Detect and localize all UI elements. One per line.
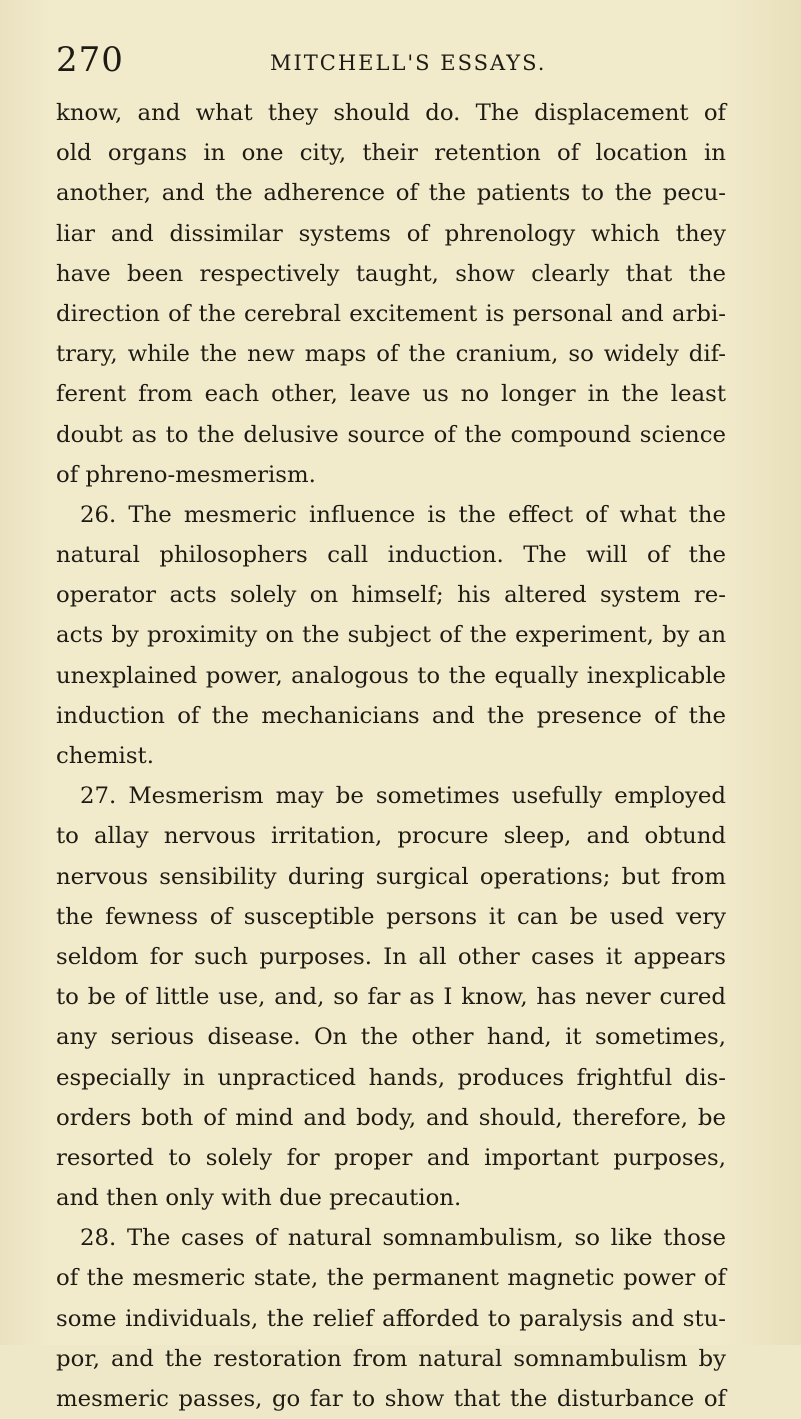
text-line: unexplained power, analogous to the equally inexplicable [56,662,726,689]
text-line: old organs in one city, their retention of location in [56,140,726,167]
text-line: some individuals, the relief afforded to paralysis and stu- [56,1305,726,1332]
body-text [56,93,726,1419]
text-line: know, and what they should do. The displacement of [56,100,726,126]
running-head: MITCHELL'S ESSAYS. [270,51,547,75]
text-line: nervous sensibility during surgical operations; but from [56,863,726,890]
text-line: and then only with due precaution. [56,1185,462,1212]
text-line: por, and the restoration from natural somnambulism by [56,1345,726,1372]
text-line: to be of little use, and, so far as I know, has never cured [56,984,726,1011]
text-line: mesmeric passes, go far to show that the disturbance of [56,1386,726,1412]
text-line: orders both of mind and body, and should, therefore, be [56,1104,726,1131]
text-line: 28. The cases of natural somnambulism, so like those [80,1225,726,1252]
text-line: 26. The mesmeric influence is the effect of what the [80,501,726,528]
page-header [56,40,726,80]
text-line: 27. Mesmerism may be sometimes usefully employed [80,783,726,810]
text-line: of the mesmeric state, the permanent magnetic power of [56,1265,726,1292]
page-number: 270 [56,40,124,80]
text-line: chemist. [56,743,154,769]
text-line: another, and the adherence of the patients to the pecu- [56,180,726,207]
text-line: trary, while the new maps of the cranium, so widely dif- [56,341,726,368]
text-line: doubt as to the delusive source of the compound science [56,421,726,448]
text-line: to allay nervous irritation, procure sleep, and obtund [56,823,726,850]
text-line: direction of the cerebral excitement is personal and arbi- [56,300,726,327]
text-line: seldom for such purposes. In all other cases it appears [56,943,726,970]
text-line: liar and dissimilar systems of phrenology which they [56,220,726,247]
text-line: acts by proximity on the subject of the experiment, by an [56,622,726,649]
text-line: operator acts solely on himself; his altered system re- [56,582,726,609]
text-line: ferent from each other, leave us no longer in the least [56,381,726,408]
text-line: have been respectively taught, show clearly that the [56,260,726,287]
text-line: of phreno-mesmerism. [56,461,316,488]
text-line: especially in unpracticed hands, produces frightful dis- [56,1064,726,1091]
text-line: induction of the mechanicians and the presence of the [56,702,726,729]
text-line: natural philosophers call induction. The will of the [56,542,726,569]
text-line: any serious disease. On the other hand, it sometimes, [56,1024,726,1051]
text-line: the fewness of susceptible persons it can be used very [56,903,726,930]
text-line: resorted to solely for proper and important purposes, [56,1144,726,1171]
